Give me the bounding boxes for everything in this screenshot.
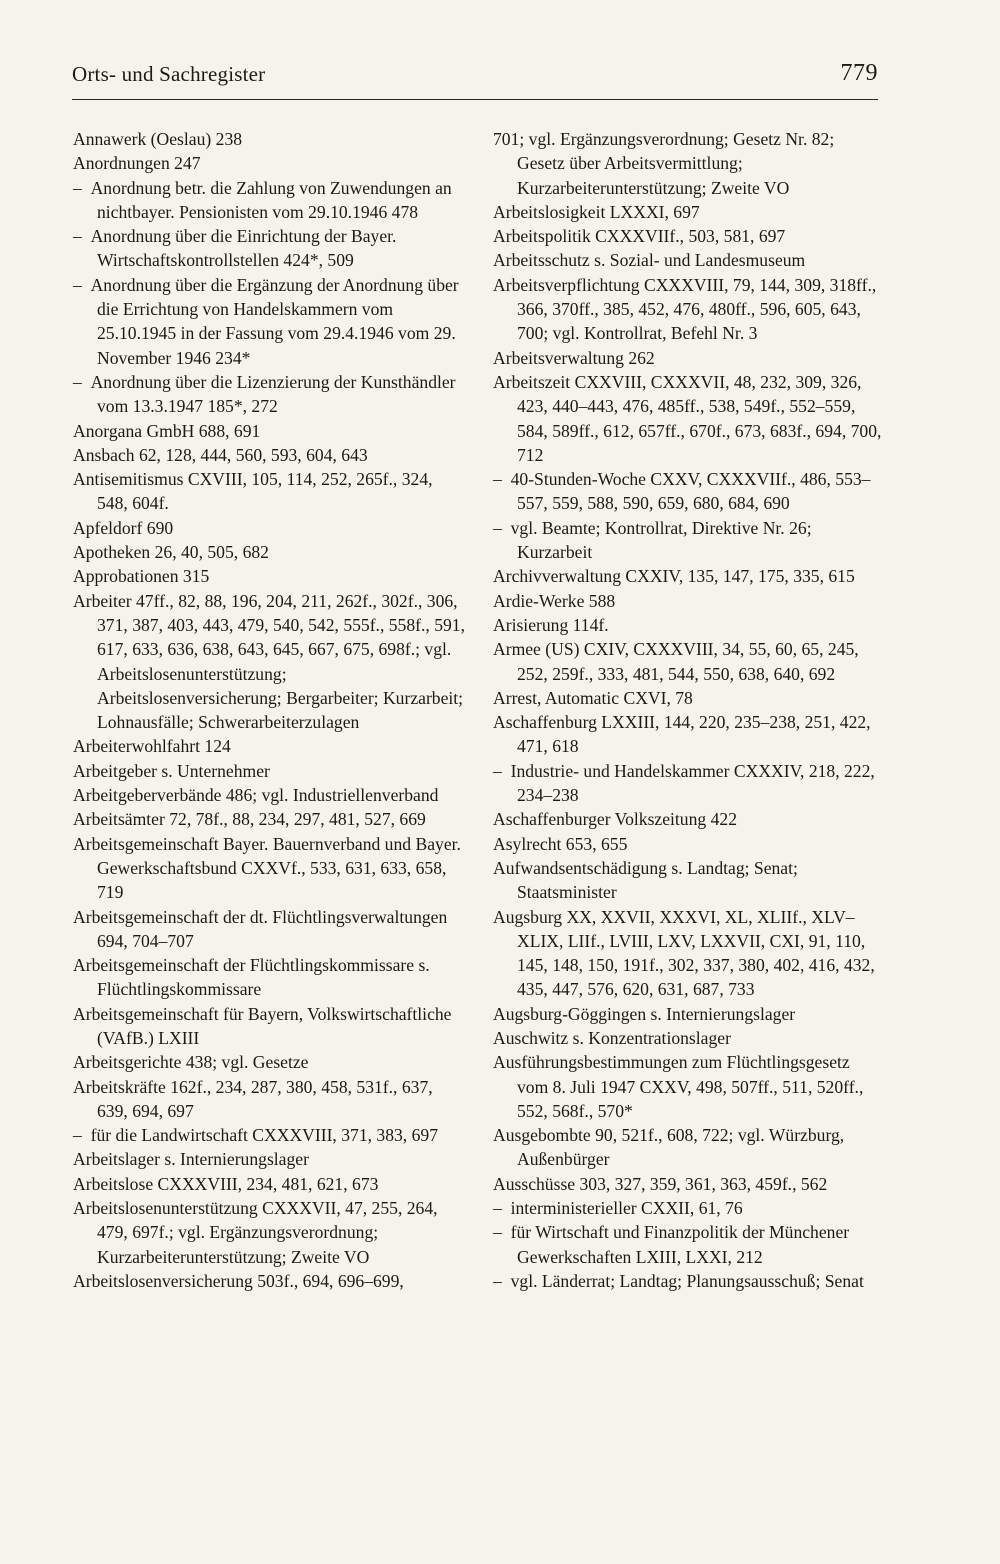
index-entry: Arbeiter 47ff., 82, 88, 196, 204, 211, 262f., 302f., 306, 371, 387, 403, 443, 479, 540, 542, 555f., 558f., 591, 617, 633, 636, 638, 643, 645, 667, 675, 698f.; vgl. Arbeitslosenunterstützung; Arbeitslosenversicherung; Bergarbeiter; Kurzarbeit; Lohnausfälle; Schwerarbeiterzulagen [73, 590, 465, 733]
index-entry: Arbeitsgerichte 438; vgl. Gesetze [73, 1052, 309, 1073]
index-entry: Arbeitsämter 72, 78f., 88, 234, 297, 481, 527, 669 [73, 809, 426, 830]
index-entry: Arisierung 114f. [493, 614, 609, 635]
index-entry: Approbationen 315 [73, 566, 210, 587]
index-entry: Arbeitsgemeinschaft der Flüchtlingskommissare s. Flüchtlingskommissare [73, 955, 430, 1000]
index-entry: Arbeiterwohlfahrt 124 [73, 736, 231, 757]
index-entry: Arbeitgeberverbände 486; vgl. Industriellenverband [73, 785, 439, 806]
index-entry: Auschwitz s. Konzentrationslager [493, 1027, 731, 1048]
index-entry: Antisemitismus CXVIII, 105, 114, 252, 265f., 324, 548, 604f. [73, 469, 433, 514]
index-subentry: – für die Landwirtschaft CXXXVIII, 371, 383, 697 [73, 1123, 465, 1147]
index-entry: Arbeitskräfte 162f., 234, 287, 380, 458, 531f., 637, 639, 694, 697 [73, 1076, 433, 1121]
index-entry: Annawerk (Oeslau) 238 [73, 129, 243, 149]
running-title: Orts- und Sachregister [72, 62, 266, 86]
index-entry: Archivverwaltung CXXIV, 135, 147, 175, 335, 615 [493, 566, 855, 587]
index-entry: Arbeitslose CXXXVIII, 234, 481, 621, 673 [73, 1173, 379, 1194]
index-subentry: – 40-Stunden-Woche CXXV, CXXXVIIf., 486, 553–557, 559, 588, 590, 659, 680, 684, 690 [493, 467, 885, 516]
index-entry: Aschaffenburg LXXIII, 144, 220, 235–238, 251, 422, 471, 618 [493, 712, 871, 757]
index-entry: Arbeitslager s. Internierungslager [73, 1149, 309, 1170]
index-entry: Arbeitsgemeinschaft Bayer. Bauernverband und Bayer. Gewerkschaftsbund CXXVf., 533, 631, 633, 658, 719 [73, 833, 461, 903]
index-entry: Arbeitsverwaltung 262 [493, 347, 655, 368]
index-entry: Anorgana GmbH 688, 691 [73, 420, 261, 441]
index-subentry: – für Wirtschaft und Finanzpolitik der Münchener Gewerkschaften LXIII, LXXI, 212 [493, 1220, 885, 1269]
index-entry: Aufwandsentschädigung s. Landtag; Senat; Staatsminister [493, 857, 798, 903]
index-column-right [493, 127, 885, 1293]
index-entry: Arbeitgeber s. Unternehmer [73, 760, 270, 781]
index-subentry: – vgl. Länderrat; Landtag; Planungsausschuß; Senat [493, 1269, 885, 1293]
index-subentry: – Anordnung über die Ergänzung der Anordnung über die Errichtung von Handelskammern vom 25.10.1945 in der Fassung vom 29.4.1946 vom 29. November 1946 234* [73, 273, 465, 370]
index-entry: Arbeitslosigkeit LXXXI, 697 [493, 201, 700, 222]
index-entry: Ausschüsse 303, 327, 359, 361, 363, 459f., 562 [493, 1173, 828, 1194]
index-entry: Arbeitsverpflichtung CXXXVIII, 79, 144, 309, 318ff., 366, 370ff., 385, 452, 476, 480ff., 596, 605, 643, 700; vgl. Kontrollrat, Befehl Nr. 3 [493, 274, 877, 344]
index-entry: Arbeitslosenunterstützung CXXXVII, 47, 255, 264, 479, 697f.; vgl. Ergänzungsverordnung; Kurzarbeiterunterstützung; Zweite VO [73, 1198, 438, 1267]
index-entry: Arbeitszeit CXXVIII, CXXXVII, 48, 232, 309, 326, 423, 440–443, 476, 485ff., 538, 549f., 552–559, 584, 589ff., 612, 657ff., 670f., 673, 683f., 694, 700, 712 [493, 371, 882, 465]
index-entry: Arbeitsgemeinschaft für Bayern, Volkswirtschaftliche (VAfB.) LXIII [73, 1003, 452, 1048]
index-subentry: – Anordnung über die Lizenzierung der Kunsthändler vom 13.3.1947 185*, 272 [73, 370, 465, 419]
index-entry: Arbeitsschutz s. Sozial- und Landesmuseum [493, 250, 806, 271]
index-subentry: – Industrie- und Handelskammer CXXXIV, 218, 222, 234–238 [493, 759, 885, 808]
index-entry: Arrest, Automatic CXVI, 78 [493, 687, 693, 708]
index-entry: Ardie-Werke 588 [493, 590, 616, 611]
index-entry: Ansbach 62, 128, 444, 560, 593, 604, 643 [73, 444, 368, 465]
index-entry: Augsburg XX, XXVII, XXXVI, XL, XLIIf., XLV–XLIX, LIIf., LVIII, LXV, LXXVII, CXI, 91, 110, 145, 148, 150, 191f., 302, 337, 380, 402, 416, 432, 435, 447, 576, 620, 631, 687, 733 [493, 906, 875, 1000]
running-header [72, 60, 878, 100]
index-entry: Asylrecht 653, 655 [493, 833, 628, 854]
index-entry: Ausgebombte 90, 521f., 608, 722; vgl. Würzburg, Außenbürger [493, 1125, 845, 1170]
index-entry: Augsburg-Göggingen s. Internierungslager [493, 1003, 796, 1024]
page-number: 779 [840, 60, 878, 86]
index-entry: 701; vgl. Ergänzungsverordnung; Gesetz Nr. 82; Gesetz über Arbeitsvermittlung; Kurzarbeiterunterstützung; Zweite VO [493, 129, 835, 198]
index-entry: Arbeitslosenversicherung 503f., 694, 696–699, [73, 1270, 404, 1291]
index-entry: Apotheken 26, 40, 505, 682 [73, 542, 269, 563]
index-subentry: – vgl. Beamte; Kontrollrat, Direktive Nr. 26; Kurzarbeit [493, 516, 885, 565]
index-subentry: – interministerieller CXXII, 61, 76 [493, 1196, 885, 1220]
header-rule [72, 99, 878, 100]
index-entry: Armee (US) CXIV, CXXXVIII, 34, 55, 60, 65, 245, 252, 259f., 333, 481, 544, 550, 638, 640, 692 [493, 639, 859, 684]
index-entry: Apfeldorf 690 [73, 517, 174, 538]
index-entry: Arbeitspolitik CXXXVIIf., 503, 581, 697 [493, 226, 786, 247]
index-entry: Arbeitsgemeinschaft der dt. Flüchtlingsverwaltungen 694, 704–707 [73, 906, 448, 951]
index-entry: Anordnungen 247 [73, 153, 201, 174]
index-entry: Ausführungsbestimmungen zum Flüchtlingsgesetz vom 8. Juli 1947 CXXV, 498, 507ff., 511, 520ff., 552, 568f., 570* [493, 1052, 864, 1121]
index-subentry: – Anordnung über die Einrichtung der Bayer. Wirtschaftskontrollstellen 424*, 509 [73, 224, 465, 273]
index-entry: Aschaffenburger Volkszeitung 422 [493, 809, 737, 830]
index-subentry: – Anordnung betr. die Zahlung von Zuwendungen an nichtbayer. Pensionisten vom 29.10.1946 478 [73, 176, 465, 225]
index-column-left [73, 127, 465, 1293]
